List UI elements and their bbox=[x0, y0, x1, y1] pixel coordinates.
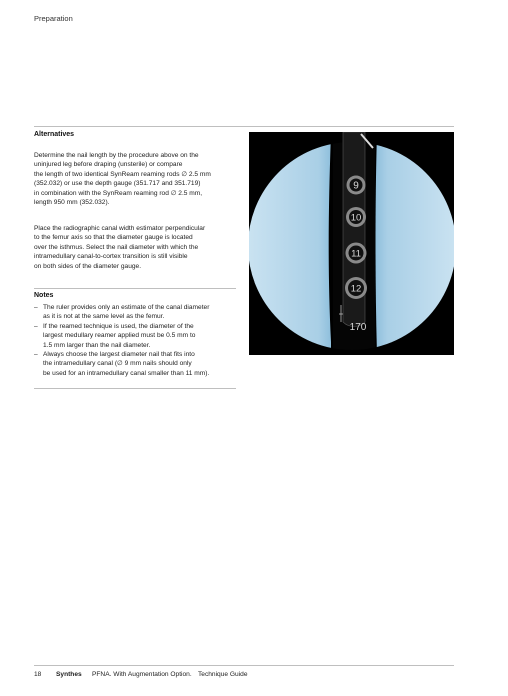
diameter-gauge-10 bbox=[346, 207, 366, 227]
diameter-gauge-9 bbox=[347, 176, 366, 195]
notes-list bbox=[34, 303, 244, 378]
note-item bbox=[34, 322, 244, 350]
notes-heading: Notes bbox=[34, 292, 54, 299]
radiograph-figure bbox=[249, 132, 454, 355]
text-line: Always choose the largest diameter nail that fits into bbox=[43, 351, 195, 359]
text-line: in combination with the SynReam reaming rod ∅ 2.5 mm, bbox=[34, 189, 203, 197]
text-line: the intramedullary canal (∅ 9 mm nails should only bbox=[43, 360, 192, 368]
gauge-label: 9 bbox=[353, 180, 359, 192]
text-line: uninjured leg before draping (unsterile) or compare bbox=[34, 161, 183, 169]
text-line: on both sides of the diameter gauge. bbox=[34, 262, 142, 270]
dash-bullet: – bbox=[34, 304, 38, 311]
text-line: If the reamed technique is used, the diameter of the bbox=[43, 322, 194, 330]
top-divider bbox=[34, 126, 454, 127]
text-line: length 950 mm (352.032). bbox=[34, 199, 110, 207]
text-line: intramedullary canal-to-cortex transition is still visible bbox=[34, 253, 188, 261]
text-line: Place the radiographic canal width estimator perpendicular bbox=[34, 225, 206, 232]
section-label: Preparation bbox=[34, 14, 73, 23]
diameter-gauge-11 bbox=[346, 243, 367, 264]
gauge-label: 10 bbox=[350, 212, 362, 224]
text-line: 1.5 mm larger than the nail diameter. bbox=[43, 341, 151, 349]
text-line: the length of two identical SynReam reaming rods ∅ 2.5 mm bbox=[34, 170, 211, 178]
ruler-label: 170 bbox=[349, 322, 367, 333]
alternatives-paragraph-1 bbox=[34, 151, 234, 207]
gauge-label: 12 bbox=[350, 283, 362, 295]
footer-brand: Synthes bbox=[56, 671, 82, 678]
text-line: to the femur axis so that the diameter gauge is located bbox=[34, 234, 193, 242]
page-number: 18 bbox=[34, 671, 42, 678]
alternatives-heading: Alternatives bbox=[34, 131, 75, 138]
footer-subtitle: Technique Guide bbox=[198, 671, 248, 678]
text-line: as it is not at the same level as the femur. bbox=[43, 313, 165, 321]
notes-top-divider bbox=[34, 288, 236, 289]
dash-bullet: – bbox=[34, 322, 38, 330]
text-line: Determine the nail length by the procedure above on the bbox=[34, 152, 199, 159]
text-line: be used for an intramedullary canal smaller than 11 mm). bbox=[43, 369, 210, 377]
note-item bbox=[34, 303, 244, 322]
footer-title: PFNA. With Augmentation Option. bbox=[92, 671, 192, 678]
footer-divider bbox=[34, 665, 454, 666]
text-line: (352.032) or use the depth gauge (351.717 and 351.719) bbox=[34, 180, 201, 188]
dash-bullet: – bbox=[34, 351, 38, 359]
notes-bottom-divider bbox=[34, 388, 236, 389]
radiograph-svg bbox=[249, 132, 454, 355]
alternatives-paragraph-2 bbox=[34, 224, 234, 271]
diameter-gauge-12 bbox=[345, 277, 367, 299]
note-item bbox=[34, 350, 244, 378]
gauge-label: 11 bbox=[351, 248, 361, 260]
text-line: The ruler provides only an estimate of the canal diameter bbox=[43, 304, 210, 311]
text-line: over the isthmus. Select the nail diameter with which the bbox=[34, 243, 199, 251]
text-line: largest medullary reamer applied must be 0.5 mm to bbox=[43, 332, 196, 340]
